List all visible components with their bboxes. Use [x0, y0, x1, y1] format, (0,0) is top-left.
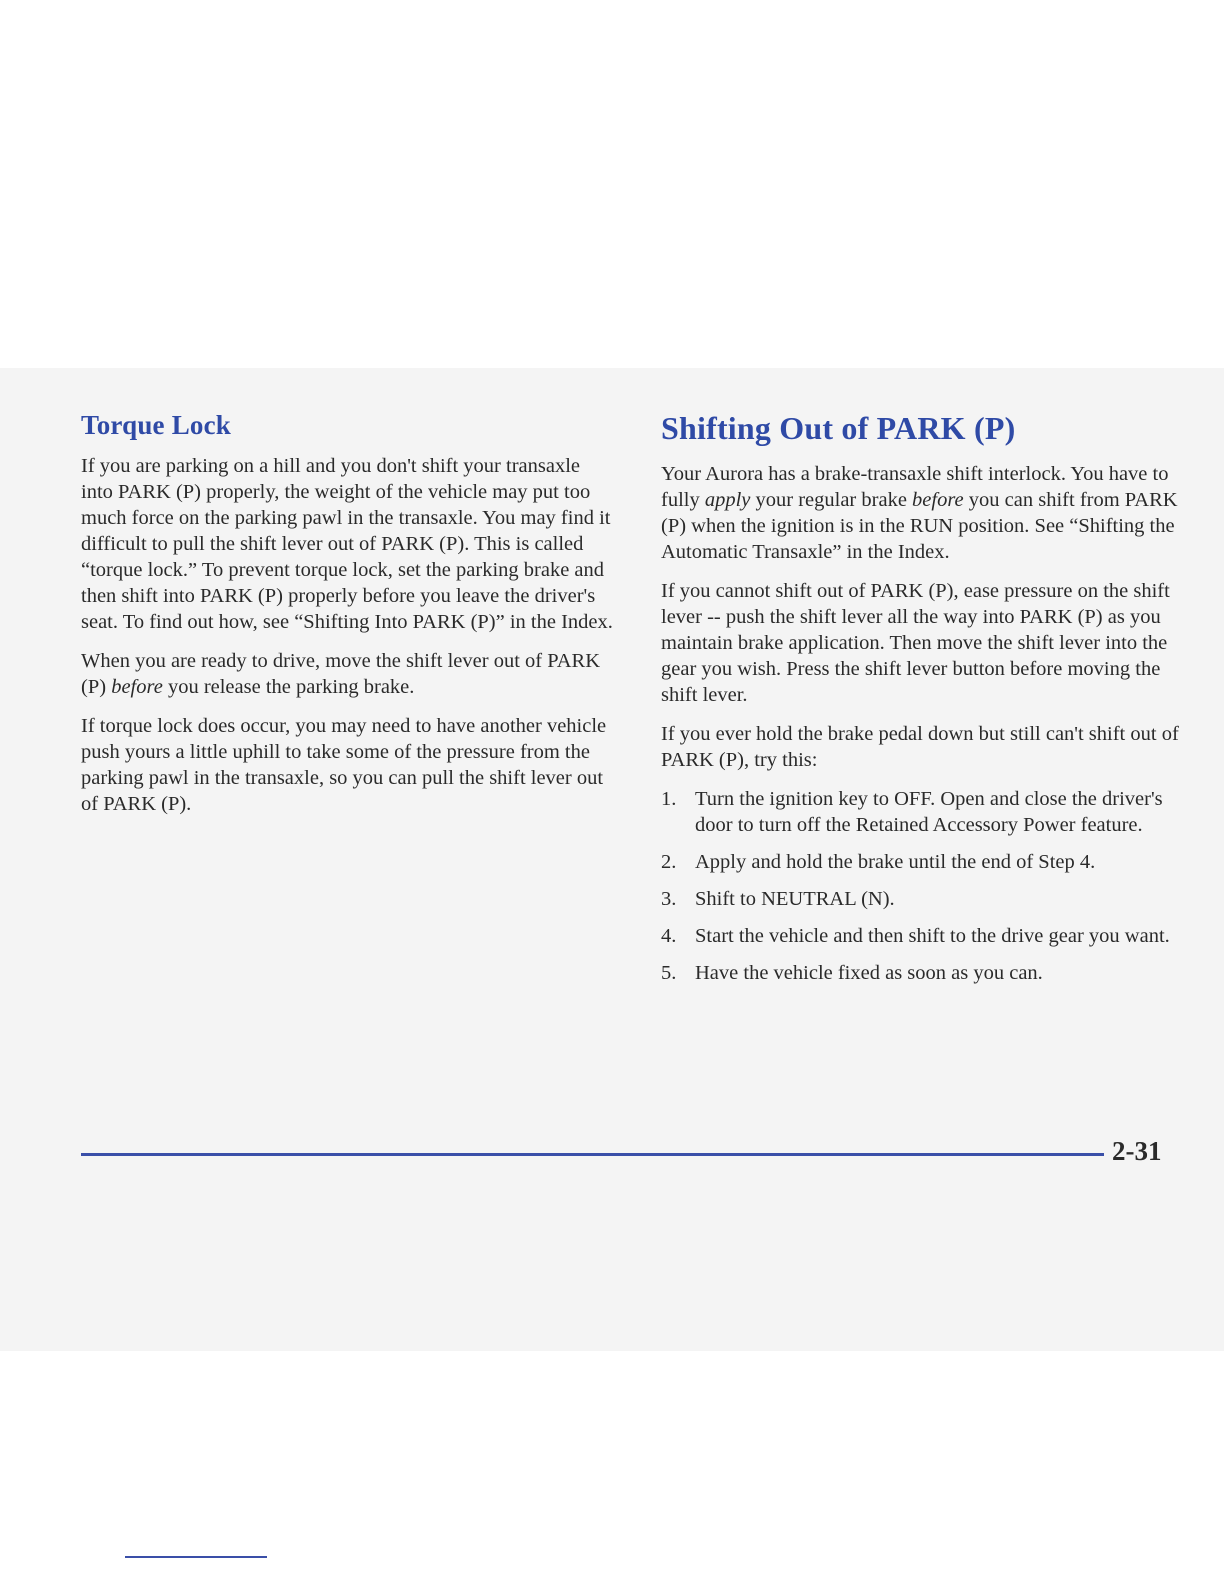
section-heading-shifting-out-of-park: Shifting Out of PARK (P)	[661, 410, 1016, 446]
page-number: 2-31	[1112, 1136, 1162, 1166]
step-number: 2.	[661, 851, 677, 873]
emphasis-text: apply	[704, 489, 751, 511]
paragraph: If you ever hold the brake pedal down but still can't shift out of PARK (P), try this:	[661, 723, 1179, 771]
step-number: 4.	[661, 925, 677, 947]
paragraph	[81, 648, 616, 700]
step-number: 1.	[661, 788, 677, 810]
emphasis-text: before	[912, 489, 964, 511]
paragraph	[661, 461, 1181, 565]
paragraph: If you cannot shift out of PARK (P), ease pressure on the shift lever -- push the shift lever all the way into PARK (P) as you maintain brake application. Then move the shift lever into the gear you wish. Press the shift lever button before moving the shift lever.	[661, 580, 1170, 706]
paragraph: If torque lock does occur, you may need to have another vehicle push yours a little uphill to take some of the pressure from the parking pawl in the transaxle, so you can pull the shift lever out of PARK (P).	[81, 715, 607, 815]
left-column	[81, 410, 616, 830]
text-run: you can shift from PARK (P) when the ignition is in the RUN position. See “Shifting the Automatic Transaxle” in the Index.	[661, 489, 1178, 563]
step-text: Apply and hold the brake until the end of Step 4.	[695, 851, 1096, 873]
text-run: Your Aurora has a brake-transaxle shift interlock. You have to fully	[661, 463, 1169, 511]
list-item	[661, 786, 1181, 838]
step-number: 3.	[661, 888, 677, 910]
paragraph: If you are parking on a hill and you don't shift your transaxle into PARK (P) properly, the weight of the vehicle may put too much force on the parking pawl in the transaxle. You may find it difficult to pull the shift lever out of PARK (P). This is called “torque lock.” To prevent torque lock, set the parking brake and then shift into PARK (P) properly before you leave the driver's seat. To find out how, see “Shifting Into PARK (P)” in the Index.	[81, 455, 613, 633]
footer-rule	[81, 1153, 1104, 1156]
list-item	[661, 886, 1181, 912]
bottom-divider	[125, 1556, 267, 1558]
list-item	[661, 849, 1181, 875]
step-text: Have the vehicle fixed as soon as you can.	[695, 962, 1043, 984]
right-column	[661, 410, 1181, 997]
steps-list	[661, 786, 1181, 986]
text-run: your regular brake	[750, 489, 913, 511]
list-item	[661, 923, 1181, 949]
step-text: Start the vehicle and then shift to the drive gear you want.	[695, 925, 1170, 947]
emphasis-text: before	[111, 676, 163, 698]
text-run: When you are ready to drive, move the shift lever out of PARK (P)	[81, 650, 601, 698]
step-text: Turn the ignition key to OFF. Open and close the driver's door to turn off the Retained Accessory Power feature.	[695, 788, 1163, 836]
step-number: 5.	[661, 962, 677, 984]
list-item	[661, 960, 1181, 986]
step-text: Shift to NEUTRAL (N).	[695, 888, 895, 910]
text-run: you release the parking brake.	[162, 676, 415, 698]
section-heading-torque-lock: Torque Lock	[81, 410, 232, 440]
